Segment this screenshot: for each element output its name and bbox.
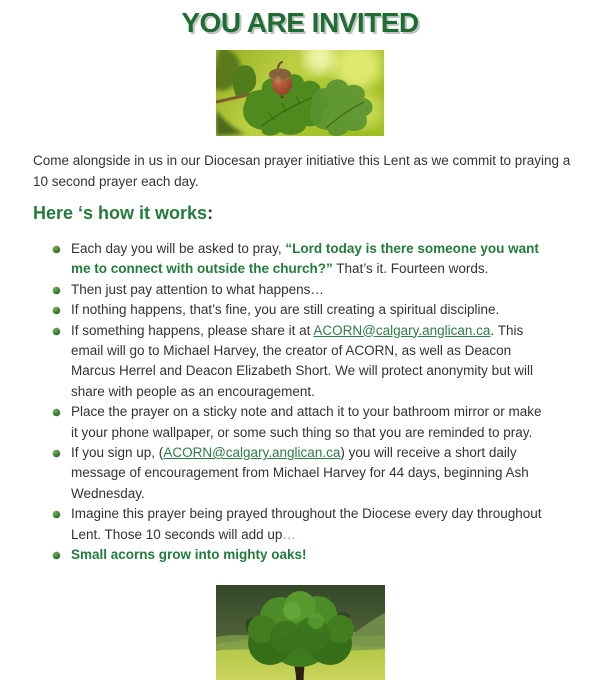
list-item-text: [71, 547, 307, 562]
text-segment: Imagine this prayer being prayed throughout the Diocese every day throughout Lent. Those 10 seconds will add up: [71, 506, 542, 542]
list-item: [52, 300, 550, 320]
list-item: [52, 504, 550, 545]
text-segment: Small acorns grow into mighty oaks!: [71, 547, 307, 563]
text-segment: …: [282, 526, 296, 542]
acorn-bullet-icon: [53, 552, 60, 559]
acorn-bullet-icon: [53, 307, 60, 314]
text-segment: ) you will receive a short daily message of encouragement from Michael Harvey for 44 days, beginning Ash Wednesday.: [71, 445, 529, 501]
acorn-bullet-icon: [53, 450, 60, 457]
text-segment: . This email will go to Michael Harvey, the creator of ACORN, as well as Deacon Marcus Herrel and Deacon Elizabeth Short. We will protect anonymity but will share with people as an encouragement.: [71, 322, 533, 399]
acorn-photo: [216, 50, 384, 136]
text-segment: Then just pay attention to what happens…: [71, 281, 324, 297]
text-segment: Each day you will be asked to pray,: [71, 241, 286, 256]
list-item-text: [71, 302, 499, 317]
list-item: [52, 545, 550, 565]
acorn-photo-illustration: [216, 50, 384, 136]
acorn-bullet-icon: [53, 246, 60, 253]
text-segment: If nothing happens, that’s fine, you are still creating a spiritual discipline.: [71, 302, 500, 318]
list-item-text: [71, 323, 533, 399]
list-item-text: [71, 445, 529, 501]
heading-colon: :: [207, 203, 214, 223]
tree-photo-illustration: [216, 585, 385, 680]
text-segment: That’s it. Fourteen words.: [332, 261, 489, 277]
heading-text: Here ‘s how it works: [33, 203, 208, 223]
acorn-email-link[interactable]: ACORN@calgary.anglican.ca: [313, 322, 491, 338]
list-item: [52, 280, 550, 300]
list-item: [52, 239, 550, 280]
acorn-bullet-icon: [53, 511, 60, 518]
list-item-text: [71, 506, 542, 541]
acorn-bullet-icon: [53, 328, 60, 335]
text-segment: If you sign up, (: [71, 445, 164, 461]
tree-photo: [216, 585, 385, 680]
list-item-text: [71, 282, 324, 297]
acorn-bullet-icon: [53, 409, 60, 416]
how-it-works-heading: [33, 203, 600, 224]
list-item: [52, 443, 550, 504]
text-segment: Place the prayer on a sticky note and attach it to your bathroom mirror or make it your phone wallpaper, or some such thing so that you are reminded to pray.: [71, 404, 542, 440]
text-segment: If something happens, please share it at: [71, 322, 314, 338]
list-item: [52, 402, 550, 443]
how-it-works-list: [0, 239, 600, 566]
acorn-email-link[interactable]: ACORN@calgary.anglican.ca: [163, 445, 341, 461]
list-item-text: [71, 241, 539, 276]
text-segment: “Lord today is there someone you want me to connect with outside the church?”: [71, 241, 539, 277]
intro-paragraph: Come alongside in us in our Diocesan prayer initiative this Lent as we commit to praying a 10 second prayer each day.: [33, 153, 571, 189]
acorn-bullet-icon: [53, 287, 60, 294]
list-item-text: [71, 404, 541, 439]
list-item: [52, 321, 550, 403]
page-title: YOU ARE INVITED: [181, 7, 419, 38]
